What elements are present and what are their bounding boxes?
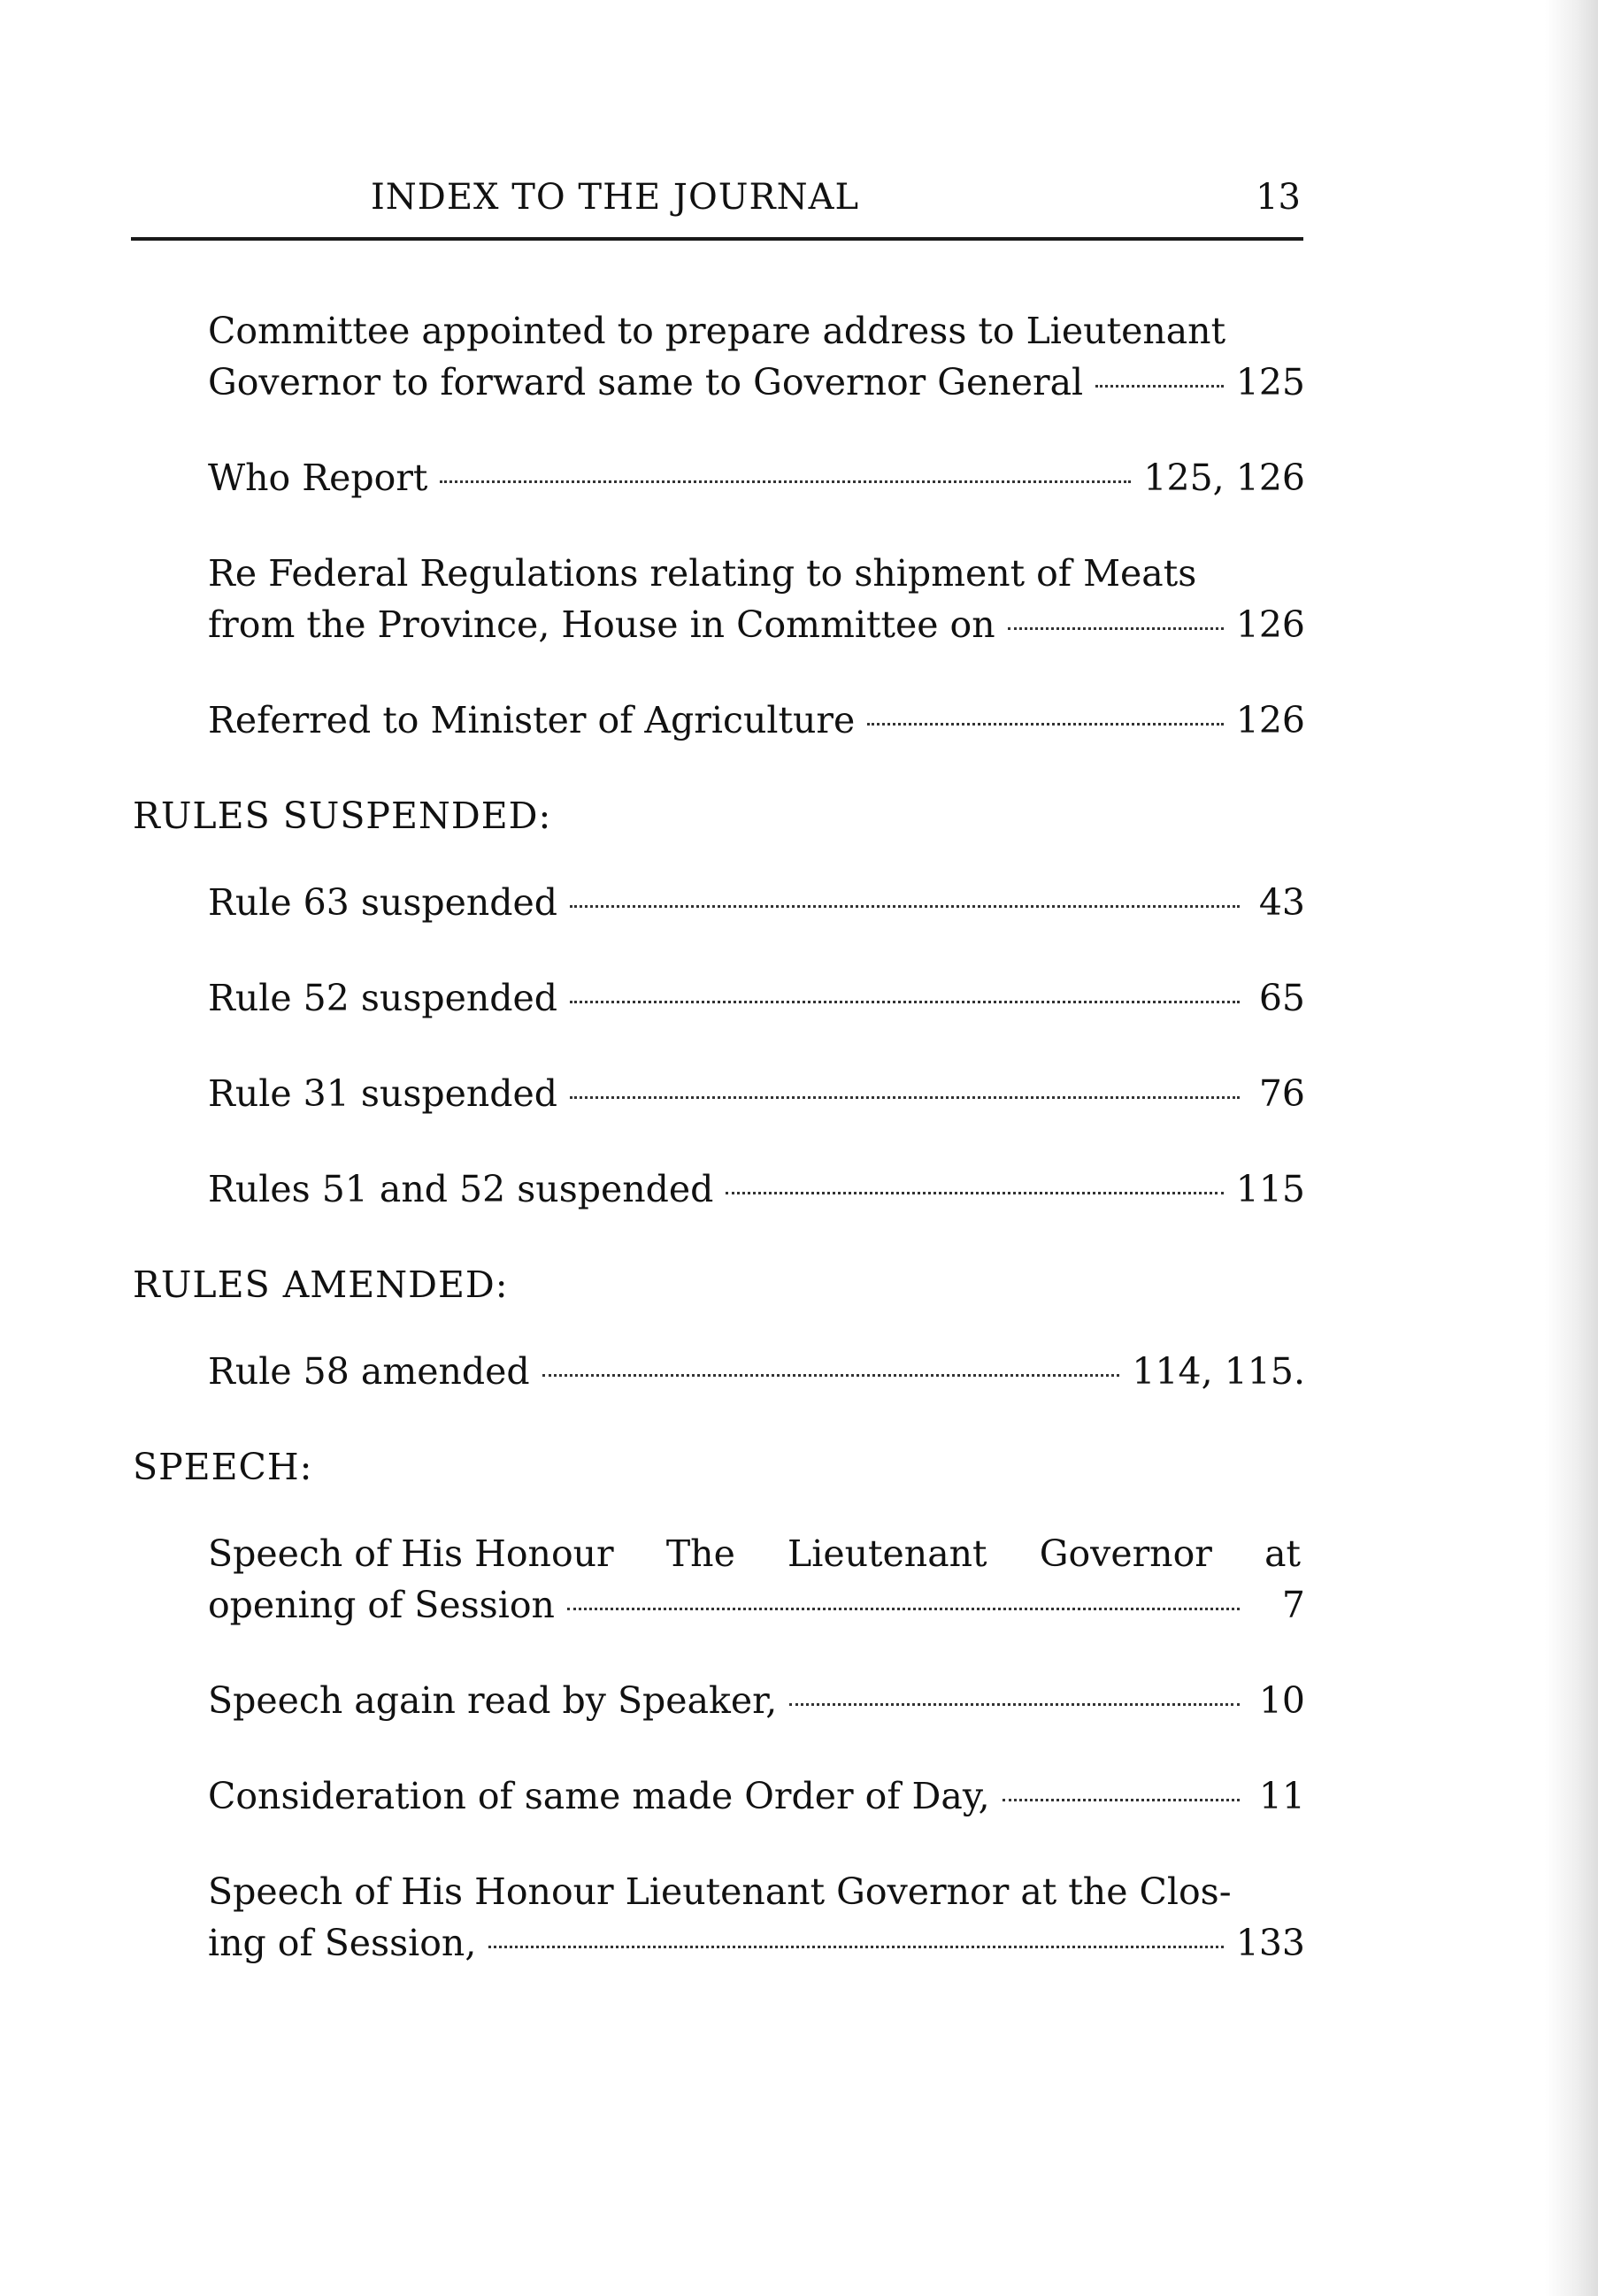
entry-page-ref: 43 [1258, 881, 1305, 924]
header-title: INDEX TO THE JOURNAL [370, 177, 860, 218]
entry-page-ref: 7 [1281, 1584, 1305, 1626]
index-entry [208, 305, 1305, 408]
index-content [133, 305, 1305, 2013]
section-heading-rules-suspended: RULES SUSPENDED: [133, 795, 552, 837]
dot-leader [1095, 385, 1224, 388]
entry-text-line: Referred to Minister of Agriculture [208, 699, 856, 741]
running-header [133, 177, 1301, 230]
index-entry [208, 1163, 1305, 1215]
entry-text-line: Re Federal Regulations relating to shipment of Meats [208, 552, 1197, 595]
entry-page-ref: 10 [1258, 1679, 1305, 1722]
dot-leader [1008, 627, 1224, 630]
header-rule [131, 237, 1303, 241]
index-entry [208, 1866, 1305, 1969]
entry-page-ref: 125, 126 [1143, 457, 1305, 499]
dot-leader [1003, 1799, 1240, 1801]
entry-text-line: from the Province, House in Committee on [208, 603, 995, 646]
entry-word: Speech of His Honour [208, 1532, 614, 1575]
entry-text-line: Rule 63 suspended [208, 881, 558, 924]
dot-leader [570, 1001, 1240, 1003]
entry-text-line: opening of Session [208, 1584, 555, 1626]
entry-page-ref: 126 [1235, 603, 1305, 646]
entry-word: Lieutenant [787, 1532, 987, 1575]
entry-text-line: Speech of His Honour Lieutenant Governor at the Clos- [208, 1870, 1232, 1913]
entry-page-ref: 65 [1258, 977, 1305, 1019]
entry-text-line: Rules 51 and 52 suspended [208, 1168, 714, 1210]
entry-page-ref: 76 [1258, 1072, 1305, 1115]
entry-text-line: Consideration of same made Order of Day, [208, 1775, 990, 1817]
entry-text-line: Rule 31 suspended [208, 1072, 558, 1115]
entry-word: at [1264, 1532, 1301, 1575]
entry-text-line: Who Report [208, 457, 428, 499]
entry-text-line: ing of Session, [208, 1922, 477, 1964]
dot-leader [567, 1608, 1240, 1610]
entry-page-ref: 125 [1235, 361, 1305, 403]
index-entry [208, 1675, 1305, 1726]
index-entry [208, 1346, 1305, 1397]
section-heading-speech: SPEECH: [133, 1446, 313, 1488]
index-entry [208, 1528, 1305, 1631]
section-heading-rules-amended: RULES AMENDED: [133, 1263, 509, 1306]
dot-leader [789, 1703, 1240, 1706]
index-entry [208, 972, 1305, 1024]
dot-leader [726, 1192, 1223, 1194]
index-entry [208, 452, 1305, 503]
entry-word: The [665, 1532, 735, 1575]
entry-page-ref: 133 [1235, 1922, 1305, 1964]
entry-text-line: Committee appointed to prepare address to Lieutenant [208, 310, 1226, 352]
entry-text-line: Rule 52 suspended [208, 977, 558, 1019]
page-number: 13 [1256, 177, 1301, 218]
dot-leader [542, 1374, 1120, 1377]
dot-leader [867, 723, 1224, 726]
index-entry [208, 1770, 1305, 1822]
entry-text-line: Speech again read by Speaker, [208, 1679, 778, 1722]
entry-page-ref: 126 [1235, 699, 1305, 741]
entry-text-line: Governor to forward same to Governor General [208, 361, 1084, 403]
dot-leader [488, 1946, 1223, 1948]
index-entry [208, 1068, 1305, 1119]
entry-page-ref: 115 [1235, 1168, 1305, 1210]
index-entry [208, 877, 1305, 928]
entry-page-ref: 11 [1258, 1775, 1305, 1817]
entry-text-line: Rule 58 amended [208, 1350, 530, 1393]
entry-word: Governor [1039, 1532, 1212, 1575]
dot-leader [440, 480, 1131, 483]
index-entry [208, 548, 1305, 650]
dot-leader [570, 905, 1240, 908]
page-edge-shading [1545, 0, 1598, 2296]
index-entry [208, 695, 1305, 746]
dot-leader [570, 1096, 1240, 1099]
entry-page-ref: 114, 115. [1132, 1350, 1305, 1393]
